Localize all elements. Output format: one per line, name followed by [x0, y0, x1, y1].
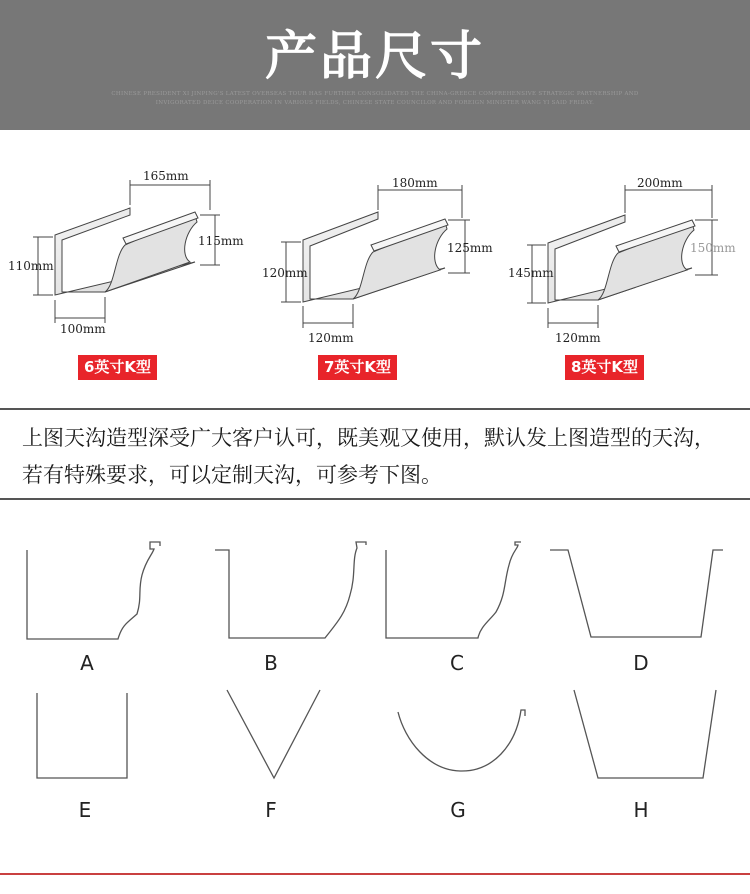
dim-8-back-height: 150mm — [690, 241, 736, 255]
shape-f-outline — [227, 690, 320, 778]
dim-6-back-height: 115mm — [198, 234, 244, 248]
shape-label-a: A — [80, 651, 94, 675]
dim-8-front-height: 145mm — [508, 266, 554, 280]
shape-c-outline — [386, 542, 521, 638]
shape-label-c: C — [450, 651, 464, 675]
dim-6-top-width: 165mm — [143, 169, 189, 183]
shape-b-outline — [215, 542, 366, 638]
shape-e-outline — [37, 693, 127, 778]
shape-d-outline — [550, 550, 723, 637]
shape-label-b: B — [264, 651, 278, 675]
product-label-7-inch: 7英寸K型 — [318, 355, 397, 380]
shape-label-f: F — [265, 798, 277, 822]
shape-label-d: D — [633, 651, 649, 675]
dim-7-front-height: 120mm — [262, 266, 308, 280]
shape-h-outline — [574, 690, 716, 778]
bottom-divider — [0, 498, 750, 500]
product-label-6-inch: 6英寸K型 — [78, 355, 157, 380]
gutter-drawing-8-inch — [527, 185, 718, 328]
dim-7-top-width: 180mm — [392, 176, 438, 190]
banner-fine-print: CHINESE PRESIDENT XI JINPING'S LATEST OVERSEAS TOUR HAS FURTHER CONSOLIDATED THE CHINA-GREECE COMPREHENSIVE STRATEGIC PARTNERSHIP AND INVIGORATED DEICE COOPERATION IN VARIOUS FIELDS, CHINESE STATE COUNCILOR AND FOREIGN MINISTER WANG YI SAID FRIDAY. — [111, 91, 639, 106]
shape-label-g: G — [450, 798, 466, 822]
dim-6-front-height: 110mm — [8, 259, 54, 273]
product-label-8-inch: 8英寸K型 — [565, 355, 644, 380]
gutter-drawing-7-inch — [281, 185, 470, 328]
shape-label-h: H — [633, 798, 649, 822]
description-text: 上图天沟造型深受广大客户认可，既美观又使用，默认发上图造型的天沟，若有特殊要求，可以定制天沟，可参考下图。 — [22, 426, 715, 487]
dim-6-bottom-width: 100mm — [60, 322, 106, 336]
shape-g-outline — [398, 710, 525, 771]
gutter-shape-catalog — [0, 520, 750, 840]
header-banner — [0, 0, 750, 130]
bottom-accent-line — [0, 873, 750, 875]
dim-7-bottom-width: 120mm — [308, 331, 354, 345]
page-title: 产品尺寸 — [264, 27, 485, 87]
dim-7-back-height: 125mm — [447, 241, 493, 255]
dim-8-top-width: 200mm — [637, 176, 683, 190]
shape-a-outline — [27, 542, 160, 639]
gutter-drawing-6-inch — [33, 180, 220, 323]
top-divider — [0, 408, 750, 410]
dim-8-bottom-width: 120mm — [555, 331, 601, 345]
shape-label-e: E — [78, 798, 92, 822]
